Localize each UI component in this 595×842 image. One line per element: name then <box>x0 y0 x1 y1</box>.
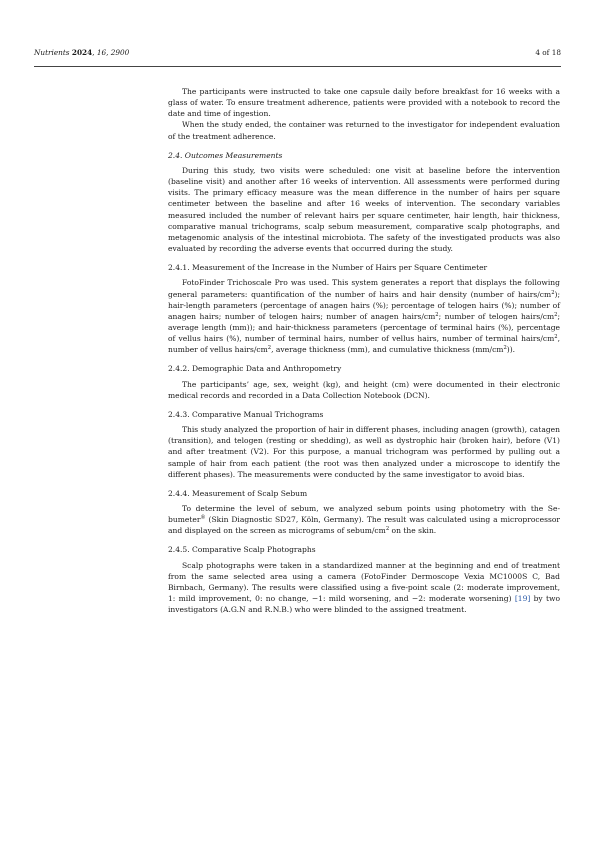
subsection-heading-sebum: 2.4.4. Measurement of Scalp Sebum <box>168 488 308 498</box>
journal-name: Nutrients <box>34 48 70 57</box>
journal-citation <box>34 48 129 57</box>
paragraph-outcomes: During this study, two visits were scheduled: one visit at baseline before the intervention (baseline visit) and another after 16 weeks of intervention. All assessments were performed during visits. The primary efficacy measure was the mean difference in the number of hairs per square centimeter between the baseline and after 16 weeks of intervention. The secondary variables measured included the number of relevant hairs per square centimeter, hair length, hair thickness, comparative manual trichograms, scalp sebum measurement, comparative scalp photographs, and metagenomic analysis of the intestinal microbiota. The safety of the investigated products was also evaluated by recording the adverse events that occurred during the study. <box>168 165 560 254</box>
article-body <box>168 86 560 615</box>
page-number: 4 of 18 <box>535 48 561 57</box>
paragraph-container-return: When the study ended, the container was returned to the investigator for independent evaluation of the treatment adherence. <box>168 120 560 141</box>
subsection-heading-hair-count: 2.4.1. Measurement of the Increase in the Number of Hairs per Square Centimeter <box>168 263 488 273</box>
paragraph-hair-count: FotoFinder Trichoscale Pro was used. This system generates a report that displays the following general parameters: quantification of the number of hairs and hair density (number of hairs/$cm^2$); hair-length parameters (percentage of anagen hairs (%); percentage of telogen hairs (%); number of anagen hairs; number of telogen hairs; number of anagen hairs/$cm^2$; number of telogen hairs/$cm^2$; average length (mm)); and hair-thickness parameters (percentage of terminal hairs (%), percentage of vellus hairs (%), number of terminal hairs, number of vellus hairs, number of terminal hairs/$cm^2$, number of vellus hairs/$cm^2$, average thickness (mm), and cumulative thickness $(mm/cm^2)$). <box>168 278 560 355</box>
section-heading-outcomes: 2.4. Outcomes Measurements <box>168 150 283 160</box>
subsection-heading-scalp-photos: 2.4.5. Comparative Scalp Photographs <box>168 545 316 555</box>
citation-link[interactable]: [19] <box>514 594 531 604</box>
subsection-heading-trichograms: 2.4.3. Comparative Manual Trichograms <box>168 409 324 419</box>
journal-year: 2024 <box>71 48 93 57</box>
paragraph-sebum: To determine the level of sebum, we analyzed sebum points using photometry with the Se-bumeter® (Skin Diagnostic SD27, Köln, Germany). The result was calculated using a microprocessor and displayed on the screen as micrograms of sebum/$cm^2$ on the skin. <box>168 504 560 536</box>
paragraph-demographics: The participants’ age, sex, weight (kg), and height (cm) were documented in their electronic medical records and recorded in a Data Collection Notebook (DCN). <box>168 379 560 400</box>
paragraph-trichograms: This study analyzed the proportion of hair in different phases, including anagen (growth), catagen (transition), and telogen (resting or shedding), as well as dystrophic hair (broken hair), before (V1) and after treatment (V2). For this purpose, a manual trichogram was performed by pulling out a sample of hair from each patient (the root was then analyzed under a microscope to identify the different phases). The measurements were conducted by the same investigator to avoid bias. <box>168 425 560 479</box>
paragraph-scalp-photos: Scalp photographs were taken in a standardized manner at the beginning and end of treatment from the same selected area using a camera (FotoFinder Dermoscope Vexia MC1000S C, Bad Birnbach, Germany). The results were classified using a five-point scale (2: moderate improvement, 1: mild improvement, 0: no change, −1: mild worsening, and −2: moderate worsening) [19] by two investigators (A.G.N and R.N.B.) who were blinded to the assigned treatment. <box>168 560 560 615</box>
journal-volume-page: , 16, 2900 <box>92 48 130 57</box>
page-header <box>34 48 561 67</box>
subsection-heading-demographics: 2.4.2. Demographic Data and Anthropometry <box>168 364 342 374</box>
paragraph-intake-instructions: The participants were instructed to take one capsule daily before breakfast for 16 weeks with a glass of water. To ensure treatment adherence, patients were provided with a notebook to record the date and time of ingestion. <box>168 87 560 119</box>
